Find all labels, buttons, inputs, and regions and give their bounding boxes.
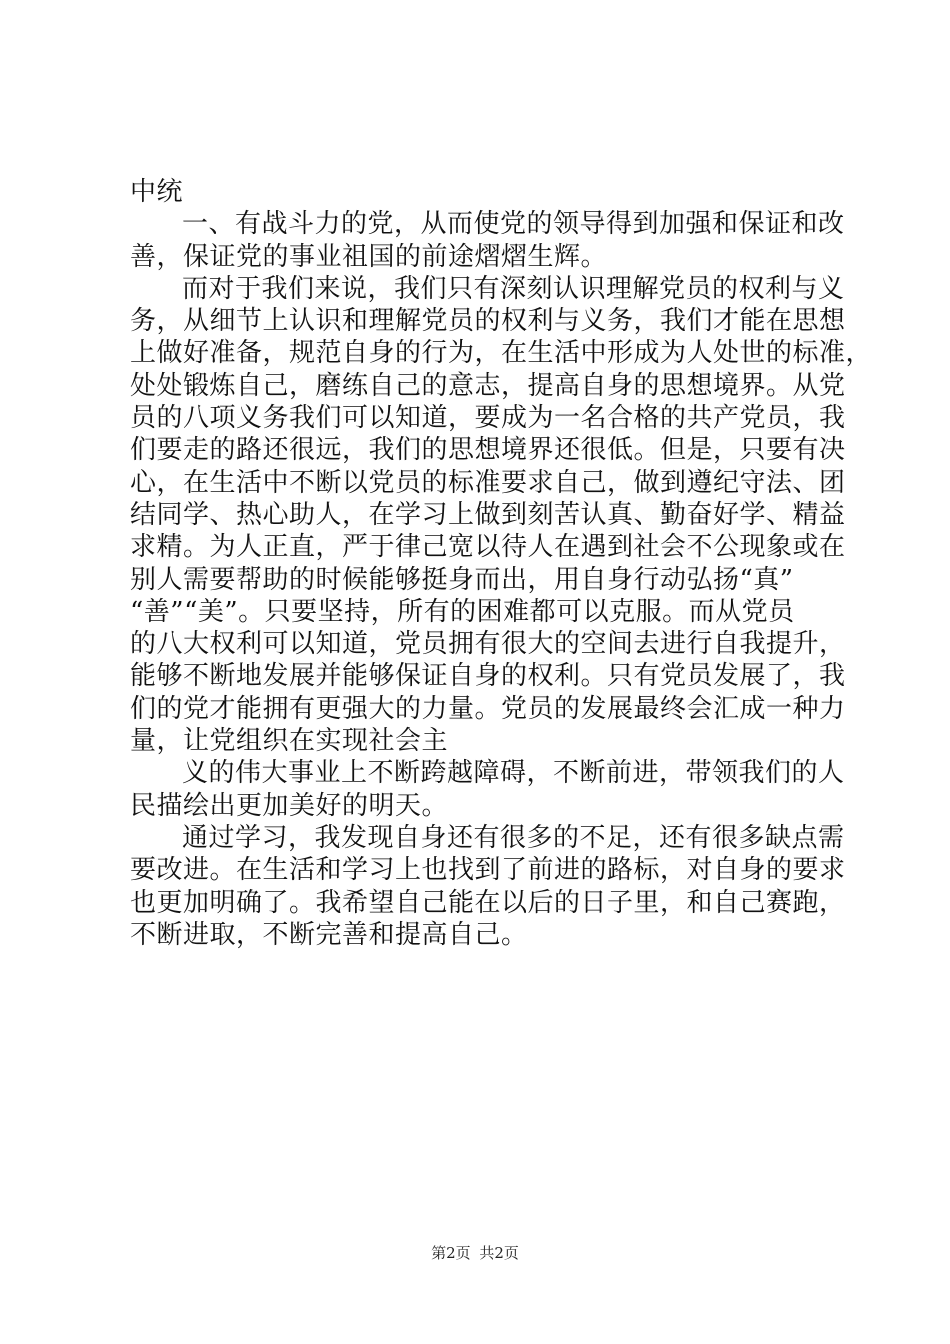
- text-line: 中统: [130, 177, 184, 207]
- text-line: 的八大权利可以知道，党员拥有很大的空间去进行自我提升，: [130, 629, 846, 660]
- text-line: 处处锻炼自己，磨练自己的意志，提高自身的思想境界。从党: [130, 370, 846, 401]
- text-line: 上做好准备，规范自身的行为，在生活中形成为人处世的标准，: [130, 338, 873, 369]
- text-line: 们要走的路还很远，我们的思想境界还很低。但是，只要有决: [130, 435, 846, 466]
- text-line: 通过学习，我发现自身还有很多的不足，还有很多缺点需: [182, 822, 845, 853]
- text-line: 能够不断地发展并能够保证自身的权利。只有党员发展了，我: [130, 661, 846, 692]
- text-line: 义的伟大事业上不断跨越障碍，不断前进，带领我们的人: [182, 758, 845, 789]
- text-line: 心，在生活中不断以党员的标准要求自己，做到遵纪守法、团: [130, 467, 846, 498]
- text-line: 也更加明确了。我希望自己能在以后的日子里，和自己赛跑，: [130, 887, 846, 918]
- text-line: 不断进取，不断完善和提高自己。: [130, 919, 528, 950]
- page-footer: [0, 1243, 950, 1263]
- text-line: 要改进。在生活和学习上也找到了前进的路标，对自身的要求: [130, 855, 846, 886]
- document-body: [130, 176, 873, 951]
- text-line: “善”“美”。只要坚持，所有的困难都可以克服。而从党员: [130, 596, 795, 627]
- text-line: 务，从细节上认识和理解党员的权利与义务，我们才能在思想: [130, 306, 846, 337]
- text-line: 而对于我们来说，我们只有深刻认识理解党员的权利与义: [182, 273, 845, 304]
- text-line: 们的党才能拥有更强大的力量。党员的发展最终会汇成一种力: [130, 693, 846, 724]
- text-line: 员的八项义务我们可以知道，要成为一名合格的共产党员，我: [130, 403, 846, 434]
- page-total: 共2页: [479, 1244, 519, 1262]
- text-line: 别人需要帮助的时候能够挺身而出，用自身行动弘扬“真”: [130, 564, 794, 595]
- text-line: 善，保证党的事业祖国的前途熠熠生辉。: [130, 241, 608, 272]
- text-line: 一、有战斗力的党，从而使党的领导得到加强和保证和改: [182, 209, 845, 240]
- text-line: 求精。为人正直，严于律己宽以待人在遇到社会不公现象或在: [130, 532, 846, 563]
- text-line: 民描绘出更加美好的明天。: [130, 790, 449, 821]
- text-line: 量，让党组织在实现社会主: [130, 726, 449, 757]
- text-line: 结同学、热心助人，在学习上做到刻苦认真、勤奋好学、精益: [130, 499, 846, 530]
- page-number: 第2页: [431, 1244, 471, 1262]
